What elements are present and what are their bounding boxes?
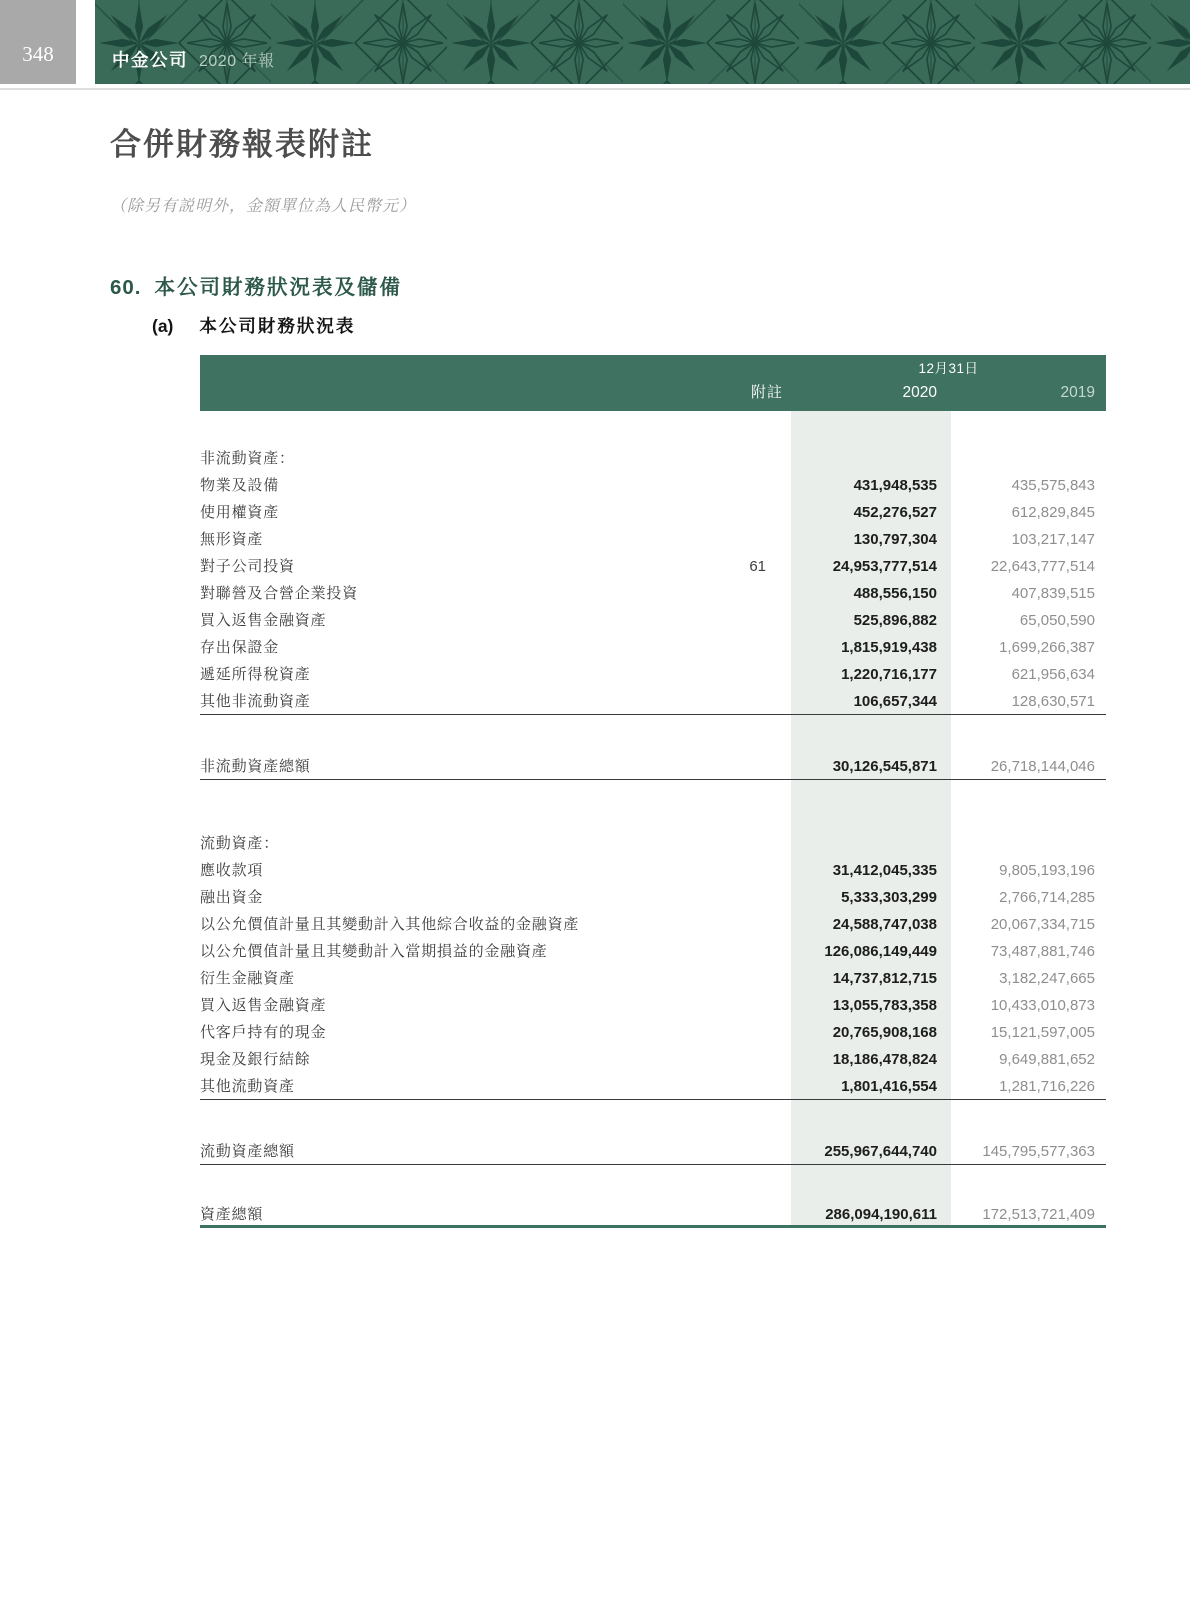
row-note: [701, 911, 791, 938]
row-label: 買入返售金融資產: [200, 612, 327, 629]
table-row: [200, 472, 1106, 499]
row-value-2020: 31,412,045,335: [791, 857, 951, 884]
table-gap-row: [200, 780, 1106, 830]
row-label: [200, 411, 701, 445]
table-row: [200, 830, 1106, 857]
row-note: [701, 780, 791, 830]
row-label: 流動資產總額: [200, 1143, 295, 1160]
section-number: 60.: [110, 276, 142, 299]
table-body: [200, 411, 1106, 1228]
row-value-2019: 10,433,010,873: [990, 997, 1095, 1014]
page-number-box: [0, 0, 76, 84]
table-gap-row: [200, 1100, 1106, 1138]
table-row: [200, 857, 1106, 884]
row-value-2020: 255,967,644,740: [791, 1138, 951, 1164]
row-value-2019: 103,217,147: [1011, 531, 1095, 548]
row-label: 融出資金: [200, 889, 264, 906]
row-label: 物業及設備: [200, 477, 280, 494]
table-gap-row: [200, 715, 1106, 753]
row-value-2019: [951, 1165, 1106, 1201]
row-value-2019: 145,795,577,363: [982, 1143, 1095, 1160]
table-row: [200, 661, 1106, 688]
row-value-2019: 172,513,721,409: [982, 1206, 1095, 1223]
row-label: 應收款項: [200, 862, 264, 879]
row-label: 無形資產: [200, 531, 264, 548]
banner-text: [112, 47, 275, 72]
column-header-year-values: [791, 384, 1106, 402]
table-header-label-spacer: [200, 355, 701, 411]
row-label: [200, 1100, 701, 1138]
row-value-2020: 13,055,783,358: [791, 992, 951, 1019]
row-value-2020: 126,086,149,449: [791, 938, 951, 965]
row-note: [701, 830, 791, 857]
table-row: [200, 992, 1106, 1019]
row-value-2019: 65,050,590: [1019, 612, 1095, 629]
row-value-2019: 128,630,571: [1011, 693, 1095, 710]
row-label: 其他非流動資產: [200, 693, 311, 710]
row-label: 以公允價值計量且其變動計入其他綜合收益的金融資產: [200, 916, 580, 933]
row-label: 非流動資產：: [200, 450, 295, 467]
table-row: [200, 1073, 1106, 1100]
financial-position-table: [200, 355, 1106, 1228]
table-row: [200, 1201, 1106, 1228]
row-note: [701, 661, 791, 688]
row-value-2019: [951, 715, 1106, 753]
row-value-2019: 73,487,881,746: [990, 943, 1095, 960]
table-row: [200, 753, 1106, 780]
row-note: [701, 753, 791, 779]
row-value-2019: 612,829,845: [1011, 504, 1095, 521]
table-row: [200, 884, 1106, 911]
column-header-years: [791, 355, 1106, 411]
row-value-2019: [951, 411, 1106, 445]
row-note: [701, 1165, 791, 1201]
row-label: 以公允價值計量且其變動計入當期損益的金融資產: [200, 943, 548, 960]
row-value-2020: 30,126,545,871: [791, 753, 951, 779]
subsection-label: (a): [152, 316, 174, 336]
subsection-title: 本公司財務狀況表: [199, 316, 356, 336]
row-value-2019: 9,805,193,196: [999, 862, 1095, 879]
row-label: [200, 780, 701, 830]
row-value-2020: 286,094,190,611: [791, 1201, 951, 1225]
row-value-2019: [951, 1100, 1106, 1138]
subsection-heading: [110, 314, 1190, 338]
table-row: [200, 1046, 1106, 1073]
row-value-2019: [951, 830, 1106, 857]
row-label: 遞延所得稅資產: [200, 666, 311, 683]
row-value-2020: 452,276,527: [791, 499, 951, 526]
page-header: [0, 0, 1190, 90]
row-note: [701, 607, 791, 634]
column-header-date: 12月31日: [918, 361, 979, 376]
row-value-2020: 431,948,535: [791, 472, 951, 499]
table-row: [200, 607, 1106, 634]
row-value-2020: 525,896,882: [791, 607, 951, 634]
row-note: [701, 688, 791, 714]
table-row: [200, 445, 1106, 472]
row-value-2019: 22,643,777,514: [990, 558, 1095, 575]
table-row: [200, 911, 1106, 938]
table-row: [200, 526, 1106, 553]
row-value-2019: 3,182,247,665: [999, 970, 1095, 987]
row-note: [701, 1073, 791, 1099]
row-label: 對子公司投資: [200, 558, 295, 575]
table-row: [200, 965, 1106, 992]
table-row: [200, 688, 1106, 715]
row-note: [701, 499, 791, 526]
table-row: [200, 580, 1106, 607]
row-value-2020: 488,556,150: [791, 580, 951, 607]
table-row: [200, 499, 1106, 526]
table-row: [200, 553, 1106, 580]
document-title: 合併財務報表附註: [110, 127, 374, 162]
page-number: 348: [22, 42, 54, 66]
table-header-row: [200, 355, 1106, 411]
row-note: [701, 1046, 791, 1073]
row-note: [701, 715, 791, 753]
header-banner: [95, 0, 1190, 84]
row-note: [701, 472, 791, 499]
row-value-2019: [951, 780, 1106, 830]
table-row: [200, 1019, 1106, 1046]
row-value-2019: 1,699,266,387: [999, 639, 1095, 656]
row-note: [701, 965, 791, 992]
row-note: [701, 634, 791, 661]
row-value-2019: 407,839,515: [1011, 585, 1095, 602]
row-value-2019: 26,718,144,046: [990, 758, 1095, 775]
column-header-note: 附註: [750, 384, 783, 401]
row-value-2020: 24,953,777,514: [791, 553, 951, 580]
row-value-2020: [791, 1100, 951, 1138]
row-label: 非流動資產總額: [200, 758, 311, 775]
row-note: [701, 1100, 791, 1138]
row-note: 61: [749, 558, 766, 575]
row-value-2020: 1,815,919,438: [791, 634, 951, 661]
row-label: 使用權資產: [200, 504, 280, 521]
row-value-2019: 1,281,716,226: [999, 1078, 1095, 1095]
row-label: [200, 715, 701, 753]
row-value-2019: 621,956,634: [1011, 666, 1095, 683]
currency-unit-note: （除另有説明外，金額單位為人民幣元）: [110, 198, 417, 215]
section-heading: [110, 274, 1190, 302]
row-label: 買入返售金融資產: [200, 997, 327, 1014]
table-row: [200, 634, 1106, 661]
row-value-2019: 435,575,843: [1011, 477, 1095, 494]
row-note: [701, 526, 791, 553]
row-note: [701, 1019, 791, 1046]
row-label: 資產總額: [200, 1206, 264, 1223]
row-note: [701, 992, 791, 1019]
row-label: [200, 1165, 701, 1201]
company-name: 中金公司: [112, 50, 188, 70]
row-value-2020: 106,657,344: [791, 688, 951, 714]
row-label: 衍生金融資產: [200, 970, 295, 987]
row-value-2020: 130,797,304: [791, 526, 951, 553]
section-title: 本公司財務狀況表及儲備: [154, 276, 402, 299]
row-value-2020: 24,588,747,038: [791, 911, 951, 938]
row-value-2020: [791, 780, 951, 830]
row-value-2020: [791, 1165, 951, 1201]
row-label: 現金及銀行結餘: [200, 1051, 311, 1068]
row-value-2019: 2,766,714,285: [999, 889, 1095, 906]
page-content: [0, 124, 1190, 1228]
row-value-2019: 9,649,881,652: [999, 1051, 1095, 1068]
table-gap-row: [200, 411, 1106, 445]
report-edition: 2020 年報: [199, 53, 275, 70]
row-value-2020: 1,220,716,177: [791, 661, 951, 688]
row-value-2020: [791, 830, 951, 857]
row-note: [701, 411, 791, 445]
row-note: [701, 1138, 791, 1164]
row-label: 流動資產：: [200, 835, 280, 852]
row-label: 對聯營及合營企業投資: [200, 585, 359, 602]
row-note: [701, 857, 791, 884]
row-value-2020: [791, 411, 951, 445]
row-note: [701, 938, 791, 965]
table-gap-row: [200, 1165, 1106, 1201]
row-value-2020: 20,765,908,168: [791, 1019, 951, 1046]
row-value-2020: 5,333,303,299: [791, 884, 951, 911]
row-note: [701, 1201, 791, 1225]
row-note: [701, 884, 791, 911]
table-row: [200, 1138, 1106, 1165]
row-value-2019: 20,067,334,715: [990, 916, 1095, 933]
row-value-2019: [951, 445, 1106, 472]
row-note: [701, 445, 791, 472]
row-note: [701, 580, 791, 607]
row-label: 其他流動資產: [200, 1078, 295, 1095]
row-value-2020: 14,737,812,715: [791, 965, 951, 992]
column-header-2020: 2020: [902, 384, 937, 401]
table-row: [200, 938, 1106, 965]
row-value-2019: 15,121,597,005: [990, 1024, 1095, 1041]
row-value-2020: [791, 715, 951, 753]
row-value-2020: 1,801,416,554: [791, 1073, 951, 1099]
row-label: 存出保證金: [200, 639, 280, 656]
row-label: 代客戶持有的現金: [200, 1024, 327, 1041]
row-value-2020: [791, 445, 951, 472]
row-value-2020: 18,186,478,824: [791, 1046, 951, 1073]
column-header-2019: 2019: [1060, 384, 1095, 401]
